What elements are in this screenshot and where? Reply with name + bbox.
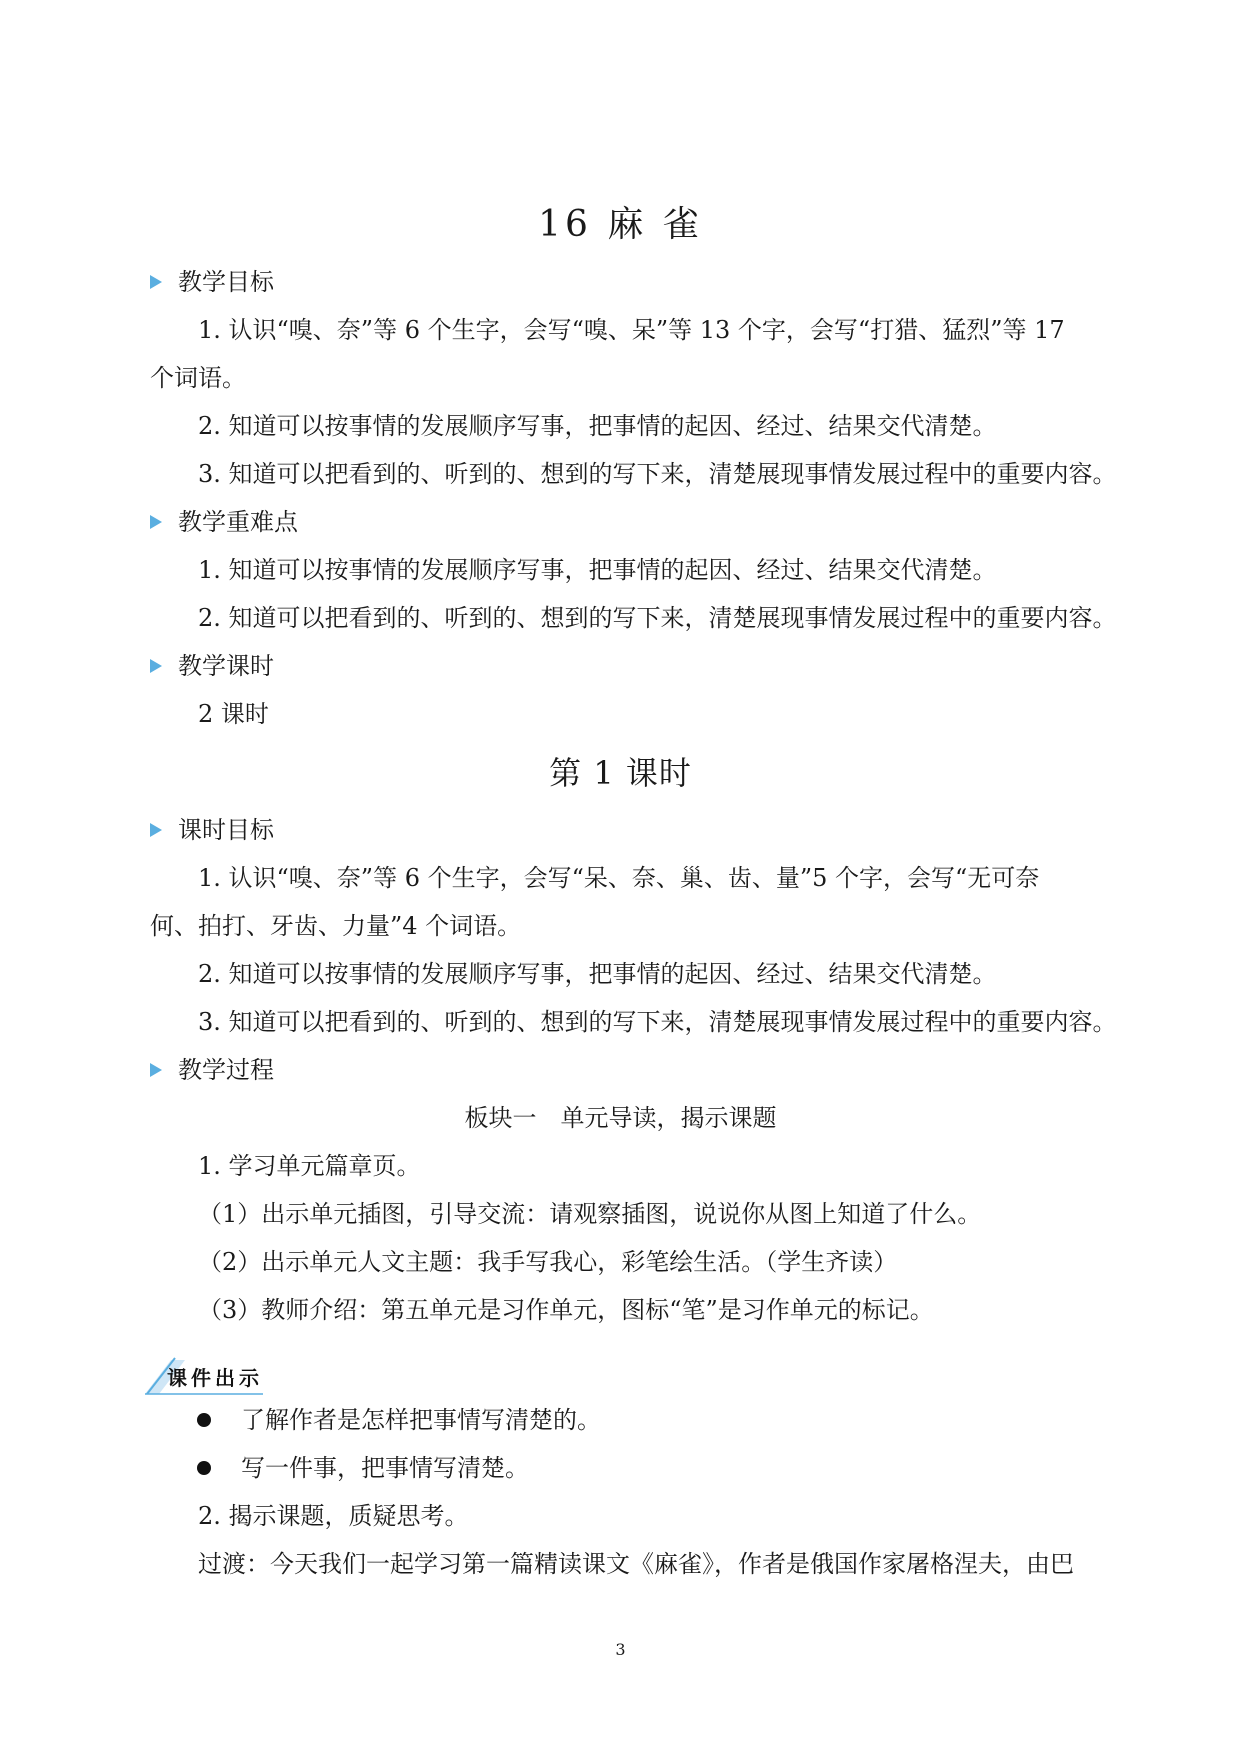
- transition-text: 过渡：今天我们一起学习第一篇精读课文《麻雀》，作者是俄国作家屠格涅夫，由巴: [198, 1550, 1074, 1578]
- step-1-sub-3: （3）教师介绍：第五单元是习作单元，图标“笔”是习作单元的标记。: [198, 1296, 934, 1324]
- bullet-icon: [197, 1413, 211, 1427]
- lesson-goal-2: 2. 知道可以按事情的发展顺序写事，把事情的起因、经过、结果交代清楚。: [198, 960, 997, 988]
- goal-item-1-cont: 个词语。: [150, 364, 246, 392]
- lesson-goal-3: 3. 知道可以把看到的、听到的、想到的写下来，清楚展现事情发展过程中的重要内容。: [198, 1008, 1117, 1036]
- lesson-goal-1-cont: 何、拍打、牙齿、力量”4 个词语。: [150, 912, 522, 940]
- key-point-2: 2. 知道可以把看到的、听到的、想到的写下来，清楚展现事情发展过程中的重要内容。: [198, 604, 1117, 632]
- key-point-1: 1. 知道可以按事情的发展顺序写事，把事情的起因、经过、结果交代清楚。: [198, 556, 997, 584]
- heading-text: 课时目标: [178, 816, 274, 844]
- courseware-label-text: 课件出示: [167, 1366, 263, 1390]
- triangle-marker-icon: [150, 1063, 162, 1077]
- courseware-label: [145, 1356, 285, 1396]
- triangle-marker-icon: [150, 515, 162, 529]
- lesson-goal-1: 1. 认识“嗅、奈”等 6 个生字，会写“呆、奈、巢、齿、量”5 个字，会写“无可奈: [198, 864, 1040, 892]
- bullet-icon: [197, 1461, 211, 1475]
- section-heading-key-points: [150, 507, 298, 537]
- step-1-sub-2: （2）出示单元人文主题：我手写我心，彩笔绘生活。（学生齐读）: [198, 1248, 898, 1276]
- step-2: 2. 揭示课题，质疑思考。: [198, 1502, 469, 1530]
- page-title: 16 麻 雀: [538, 204, 703, 245]
- block-title: 板块一 单元导读，揭示课题: [464, 1104, 777, 1132]
- courseware-item-text: 写一件事，把事情写清楚。: [241, 1454, 529, 1482]
- heading-text: 教学过程: [178, 1056, 274, 1084]
- triangle-marker-icon: [150, 823, 162, 837]
- courseware-item-2: [197, 1453, 529, 1483]
- goal-item-1: 1. 认识“嗅、奈”等 6 个生字，会写“嗅、呆”等 13 个字，会写“打猎、猛烈”等 17: [198, 316, 1065, 344]
- section-heading-hours: [150, 651, 274, 681]
- courseware-item-1: [197, 1405, 601, 1435]
- section-heading-goals: [150, 267, 274, 297]
- triangle-marker-icon: [150, 275, 162, 289]
- courseware-item-text: 了解作者是怎样把事情写清楚的。: [241, 1406, 601, 1434]
- hours-value: 2 课时: [198, 700, 269, 728]
- step-1: 1. 学习单元篇章页。: [198, 1152, 421, 1180]
- heading-text: 教学目标: [178, 268, 274, 296]
- goal-item-3: 3. 知道可以把看到的、听到的、想到的写下来，清楚展现事情发展过程中的重要内容。: [198, 460, 1117, 488]
- heading-text: 教学重难点: [178, 508, 298, 536]
- goal-item-2: 2. 知道可以按事情的发展顺序写事，把事情的起因、经过、结果交代清楚。: [198, 412, 997, 440]
- section-heading-process: [150, 1055, 274, 1085]
- page-number: 3: [615, 1640, 626, 1659]
- lesson-title: 第 1 课时: [549, 754, 692, 792]
- heading-text: 教学课时: [178, 652, 274, 680]
- section-heading-lesson-goals: [150, 815, 274, 845]
- triangle-marker-icon: [150, 659, 162, 673]
- step-1-sub-1: （1）出示单元插图，引导交流：请观察插图，说说你从图上知道了什么。: [198, 1200, 982, 1228]
